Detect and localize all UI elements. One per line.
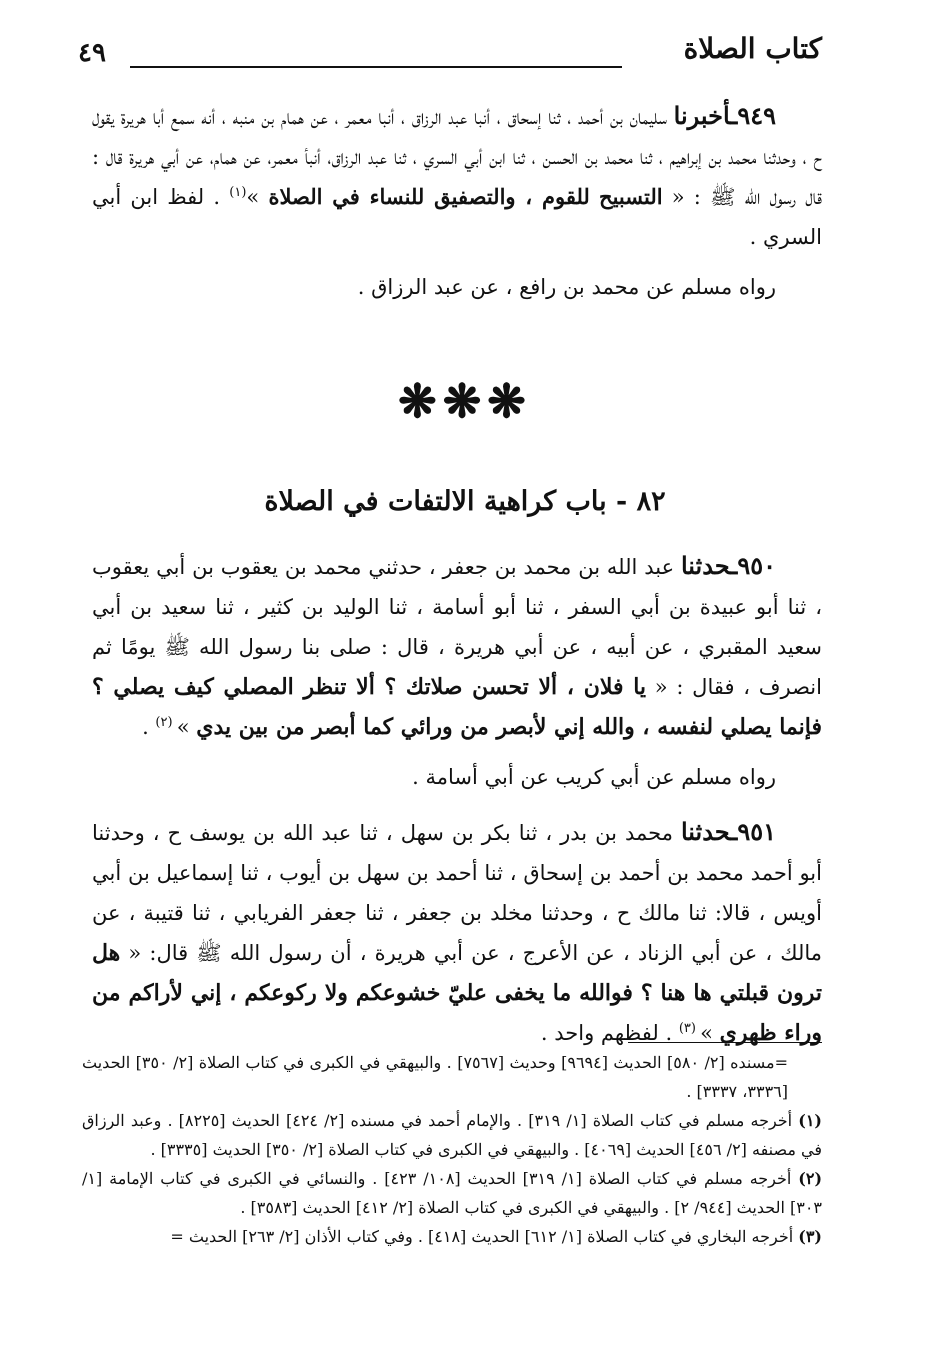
footnote-text: =مسنده [٢/ ٥٨٠] الحديث [٩٦٩٤] وحديث [٧٥٦٧] . والبيهقي في الكبرى في كتاب الصلاة (198, 1053, 789, 1072)
matn-text: التسبيح (599, 184, 663, 209)
isnad-text: سليمان بن أحمد ، ثنا إسحاق ، أنبا عبد الرزاق ، أنبا معمر ، عن همام بن (261, 105, 674, 129)
footnotes (82, 1048, 822, 1251)
footnote-ref[interactable]: (٣) (678, 1021, 701, 1036)
footnote-text: [٢/ ٣٥٠] الحديث [٣٣٣٦، ٣٣٣٧] . (82, 1053, 788, 1101)
footnote-text: أخرجه البخاري في كتاب الصلاة [١/ ٦١٢] الحديث [٤١٨] . وفي كتاب الأذان [٢/ ٢٦٣] الحديث = (170, 1227, 799, 1246)
isnad-text: عبد الله بن محمد بن جعفر ، حدثني محمد بن يعقوب بن أبي يعقوب ، ثنا أبو عبيدة بن أبي السفر ، ثنا أبو أسامة ، ثنا الوليد بن كثير ، ثنا سعيد بن أبي سعيد المقبري ، عن أبيه ، عن أبي هريرة ، قال : صلى بنا رسول الله ﷺ يومًا ثم انصرف ، فقال : « (92, 555, 822, 699)
hadith-949 (92, 96, 822, 307)
isnad-text: محمد بن بدر ، ثنا بكر بن سهل ، ثنا عبد الله بن يوسف ح ، وحدثنا أبو أحمد محمد بن أحمد بن إسحاق ، ثنا أحمد بن سهل بن أيوب ، ثنا إسماعيل بن أبي أويس ، قالا: ثنا مالك ح ، وحدثنا مخلد بن جعفر ، ثنا جعفر الفريابي ، ثنا قتيبة ، عن مالك ، عن أبي الزناد ، عن الأعرج ، عن أبي هريرة ، أن رسول الله ﷺ قال: « (92, 821, 822, 965)
running-title: كتاب الصلاة (683, 32, 822, 65)
footnote-ref[interactable]: (١) (229, 185, 247, 200)
narration-line: رواه مسلم عن أبي كريب عن أبي أسامة . (412, 765, 776, 789)
hadith-number: ٩٥٠ـ (730, 551, 776, 580)
isnad-text: منبه ، أنه سمع أبا هريرة يقول ح ، وحدثنا محمد بن إبراهيم ، ثنا محمد بن الحسن ، ثنا ابن أبي (92, 105, 822, 169)
hadith-951-text (92, 812, 822, 1053)
footnote-ref[interactable]: (٢) (155, 715, 177, 730)
quote-close: » (700, 1021, 720, 1045)
footnote-text: أخرجه مسلم في كتاب الصلاة [١/ ٣١٩] . والإمام أحمد في مسنده [٢/ ٤٢٤] الحديث [٨٢٢٥] . وعبد الرزاق في مصنفه [٢/ ٤٥٦] الحديث [٤٠٦٩] . والبيهقي في الكبرى في كتاب الصلاة [٢/ ٣٥٠] الحديث [٣٣٣٥] . (82, 1111, 822, 1159)
section-separator: ❋❋❋ (398, 374, 532, 428)
isnad-text: السري ، ثنا عبد الرزاق، أنبأ معمر، عن همام، عن أبي هريرة قال : قال رسول الله ﷺ : « (92, 145, 822, 209)
hadith-950 (92, 546, 822, 797)
hadith-tail: . لفظهم واحد . (540, 1021, 679, 1045)
hadith-opener: حدثنا (680, 817, 731, 846)
chapter-title: ٨٢ - باب كراهية الالتفات في الصلاة (264, 486, 666, 517)
quote-close: » (176, 715, 197, 739)
page-header (78, 22, 822, 72)
hadith-tail: . (142, 715, 156, 739)
hadith-opener: أخبرنا (673, 101, 731, 130)
hadith-950-text (92, 546, 822, 747)
hadith-949-text (92, 96, 822, 257)
page-number: ٤٩ (78, 38, 106, 68)
footnote-rule (628, 1042, 822, 1043)
matn-text: هل ترون قبلتي ها هنا ؟ فوالله ما يخفى عليّ خشوعكم ولا ركوعكم ، إني لأراكم من وراء ظهري (92, 940, 822, 1046)
footnote-continuation (82, 1048, 822, 1106)
footnote-1 (82, 1106, 822, 1164)
header-rule (130, 66, 622, 68)
footnote-marker: (٣) (798, 1227, 822, 1246)
hadith-tail: . لفظ ابن أبي السري . (92, 185, 822, 249)
footnote-marker: (١) (798, 1111, 822, 1130)
matn-text: يا فلان ، ألا تحسن صلاتك ؟ ألا تنظر المصلي كيف يصلي ؟ فإنما يصلي لنفسه ، والله إني لأبصر من ورائي كما أبصر من بين يدي (92, 674, 822, 740)
hadith-951 (92, 812, 822, 1053)
hadith-number: ٩٥١ـ (730, 817, 776, 846)
quote-close: » (246, 185, 269, 209)
footnote-text: أخرجه مسلم في كتاب الصلاة [١/ ٣١٩] الحديث [١٠٨/ ٤٢٣] . والنسائي في الكبرى في كتاب الإمامة [١/ ٣٠٣] الحديث [٩٤٤/ ٢] . والبيهقي في الكبرى في كتاب الصلاة [٢/ ٤١٢] الحديث [٣٥٨٣] . (82, 1169, 822, 1217)
narration-line: رواه مسلم عن محمد بن رافع ، عن عبد الرزاق . (357, 275, 776, 299)
hadith-opener: حدثنا (680, 551, 731, 580)
footnote-2 (82, 1164, 822, 1222)
hadith-number: ٩٤٩ـ (730, 101, 776, 130)
footnote-marker: (٢) (798, 1169, 823, 1188)
footnote-3 (82, 1222, 822, 1251)
matn-text: للقوم ، والتصفيق للنساء في الصلاة (268, 184, 590, 209)
